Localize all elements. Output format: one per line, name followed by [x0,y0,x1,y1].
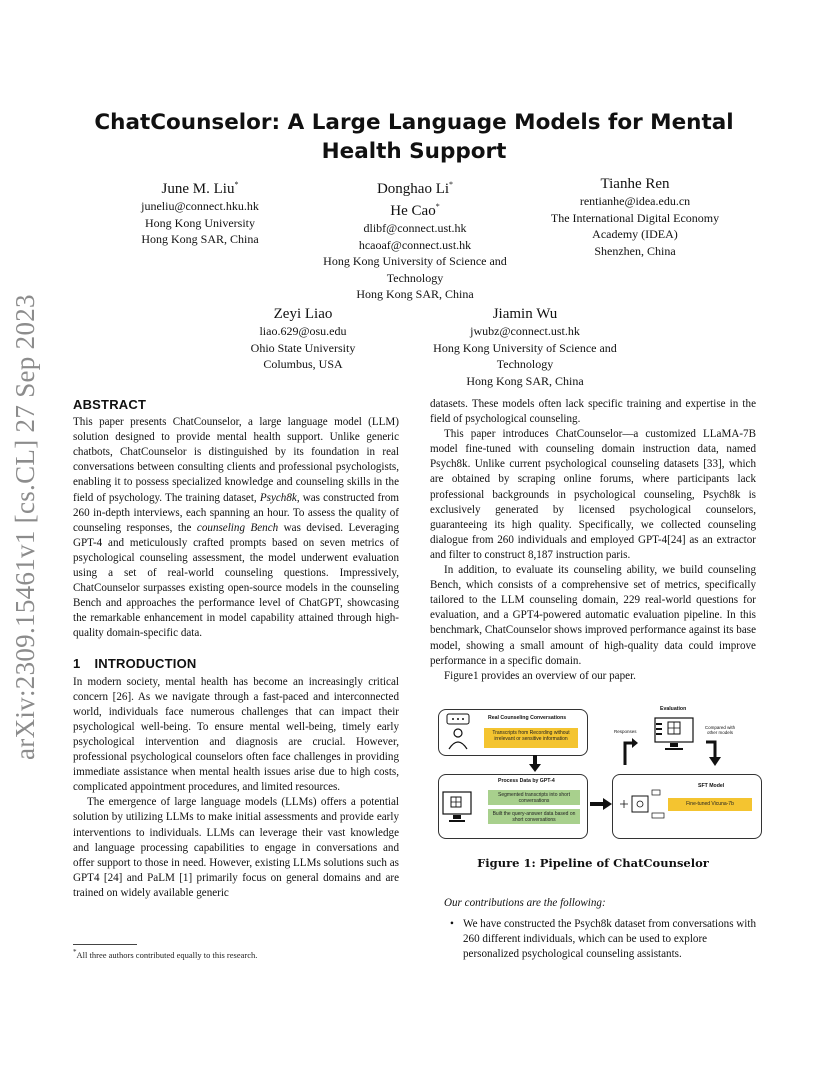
author-email-2: hcaoaf@connect.ust.hk [358,237,472,252]
right-column [430,397,756,684]
bullet-icon: • [450,918,454,930]
figure-caption: Figure 1: Pipeline of ChatCounselor [477,856,709,870]
pipeline-figure [438,703,772,843]
author-name: June M. Liu* [161,180,239,197]
built-box: Built the query-answer data based on short conversations [488,809,580,824]
author-name-2: He Cao* [390,202,440,219]
author-affiliation: The International Digital Economy [550,210,720,225]
author-location: Shenzhen, China [594,243,676,258]
abstract-heading: ABSTRACT [73,397,147,412]
author-email: juneliu@connect.hku.hk [141,199,259,213]
segmented-box: Segmented transcripts into short conversations [488,790,580,805]
author-name: Zeyi Liao [273,306,333,322]
neural-network-icon [618,789,666,823]
left-column [73,397,399,901]
author-location: Hong Kong SAR, China [141,232,259,246]
paper-title: ChatCounselor: A Large Language Models for Mental Health Support [94,110,734,164]
author-affiliation: Hong Kong University [145,215,255,230]
sft-model-label: SFT Model [698,783,725,789]
author-affiliation-2: Technology [496,357,554,371]
author-email: dlibf@connect.ust.hk [363,221,467,235]
right-paragraph-1: datasets. These models often lack specific training and expertise in the field of psychological counseling. [430,398,756,426]
person-icon [444,713,472,751]
author-email: jwubz@connect.ust.hk [470,324,580,338]
author-name: Jiamin Wu [492,306,558,322]
author-affiliation: Hong Kong University of Science and [433,340,617,355]
compared-label: Compared with other models [704,725,736,735]
abstract-text: This paper presents ChatCounselor, a large language model (LLM) solution designed to provide mental health support. Unlike generic chatbots, ChatCounselor is distinguished by its foundation in real conversations between consulting clients and professional psychologists, enabling it to possess specialized knowledge and counseling skills in the field of psychology. The training dataset, Psych8k, was constructed from 260 in-depth interviews, each spanning an hour. To assess the quality of counseling responses, the counseling Bench was devised. Leveraging GPT-4 and meticulously crafted prompts based on seven metrics of psychological counseling assessment, the model underwent evaluation using a set of real-world counseling questions. Impressively, ChatCounselor surpasses existing open-source models in the counseling Bench and approaches the performance level of ChatGPT, showcasing the remarkable enhancement in model capability attained through high-quality domain-specific data. [73,416,400,640]
down-turn-arrow-icon [706,739,722,767]
computer-icon [442,791,472,825]
right-paragraph-2: This paper introduces ChatCounselor––a customized LLaMA-7B model fine-tuned with counseling domain instruction data, named Psych8k. Unlike current psychological counseling datasets [33], which are obtained by scraping online forums, where participants lack professional backgrounds in psychological counseling, Psych8k is exclusively generated by licensed psychological counselors, guaranteeing its high quality. Specifically, we collected counseling dialogue from 260 individuals and employed GPT-4[24] as an extractor and filter to construct 8,187 instruction paris. [430,428,756,561]
up-arrow-icon [622,735,638,765]
finetuned-box: Fine-tuned Vicuna-7b [668,798,752,811]
author-email: liao.629@osu.edu [259,324,347,338]
introduction-heading: 1 INTRODUCTION [73,655,197,671]
author-block-li-cao [300,176,530,303]
author-location: Columbus, USA [263,357,343,371]
author-location: Hong Kong SAR, China [466,373,584,388]
evaluation-label: Evaluation [660,706,687,712]
intro-paragraph-2: The emergence of large language models (LLMs) offers a potential solution by utilizing LLMs to make initial assessments and provide early interventions to individuals. LLMs can leverage their vast knowledge and language processing capabilities to engage in conversations and offer support to those in need. However, existing LLMs solutions such as GPT4 [24] and PaLM [1] primarily focus on general domains and are trained on widely available generic [73,796,399,899]
down-arrow-icon [529,755,541,773]
intro-paragraph-1: In modern society, mental health has become an increasingly critical concern [26]. As we navigate through a fast-paced and interconnected world, individuals face numerous challenges that can impact their psychological well-being. To ensure mental well-being, timely early psychological intervention and diagnosis are crucial. However, professional psychological counselors often face challenges in providing immediate assistance when mental health issues arise due to high costs, complicated appointment procedures, and limited resources. [73,675,399,794]
author-name: Tianhe Ren [600,176,670,192]
author-block-ren [530,176,740,259]
real-conversations-label: Real Counseling Conversations [488,715,567,721]
author-affiliation-2: Technology [386,270,444,285]
transcripts-box: Transcripts from Recording without irrelevant or sensitive information [484,728,578,748]
contribution-text: We have constructed the Psych8k dataset from conversations with 260 different individuals, which can be used to explore personalized psychological counseling assistants. [463,918,757,961]
right-paragraph-3: In addition, to evaluate its counseling ability, we build counseling Bench, which consists of a comprehensive set of metrics, specifically tailored to the LLM counseling domain, 229 real-world questions for evaluation, and a GPT4-powered automatic evaluation pipeline. In this benchmark, ChatCounselor shows improved performance against its base model, showing a small amount of high-quality data could improve performance in a specific domain. [430,564,756,667]
contributions-heading: Our contributions are the following: [444,897,606,909]
evaluation-computer-icon [654,717,694,753]
author-affiliation-2: Academy (IDEA) [592,227,678,241]
author-block-liu [110,176,290,248]
arxiv-stamp: arXiv:2309.15461v1 [cs.CL] 27 Sep 2023 [10,294,40,760]
contribution-bullet-1 [444,917,756,962]
author-affiliation: Ohio State University [250,340,356,355]
author-location: Hong Kong SAR, China [356,287,474,301]
right-arrow-icon [590,798,612,810]
footnote: *All three authors contributed equally to this research. [73,948,258,960]
author-email: rentianhe@idea.edu.cn [579,194,691,208]
responses-label: Responses [614,729,637,734]
footnote-rule [73,944,137,945]
process-data-label: Process Data by GPT-4 [498,778,555,784]
author-block-wu [410,306,640,389]
right-paragraph-4: Figure1 provides an overview of our paper. [444,669,636,682]
author-affiliation: Hong Kong University of Science and [323,254,507,268]
author-block-liao [218,306,388,373]
author-name: Donghao Li* [376,180,454,197]
